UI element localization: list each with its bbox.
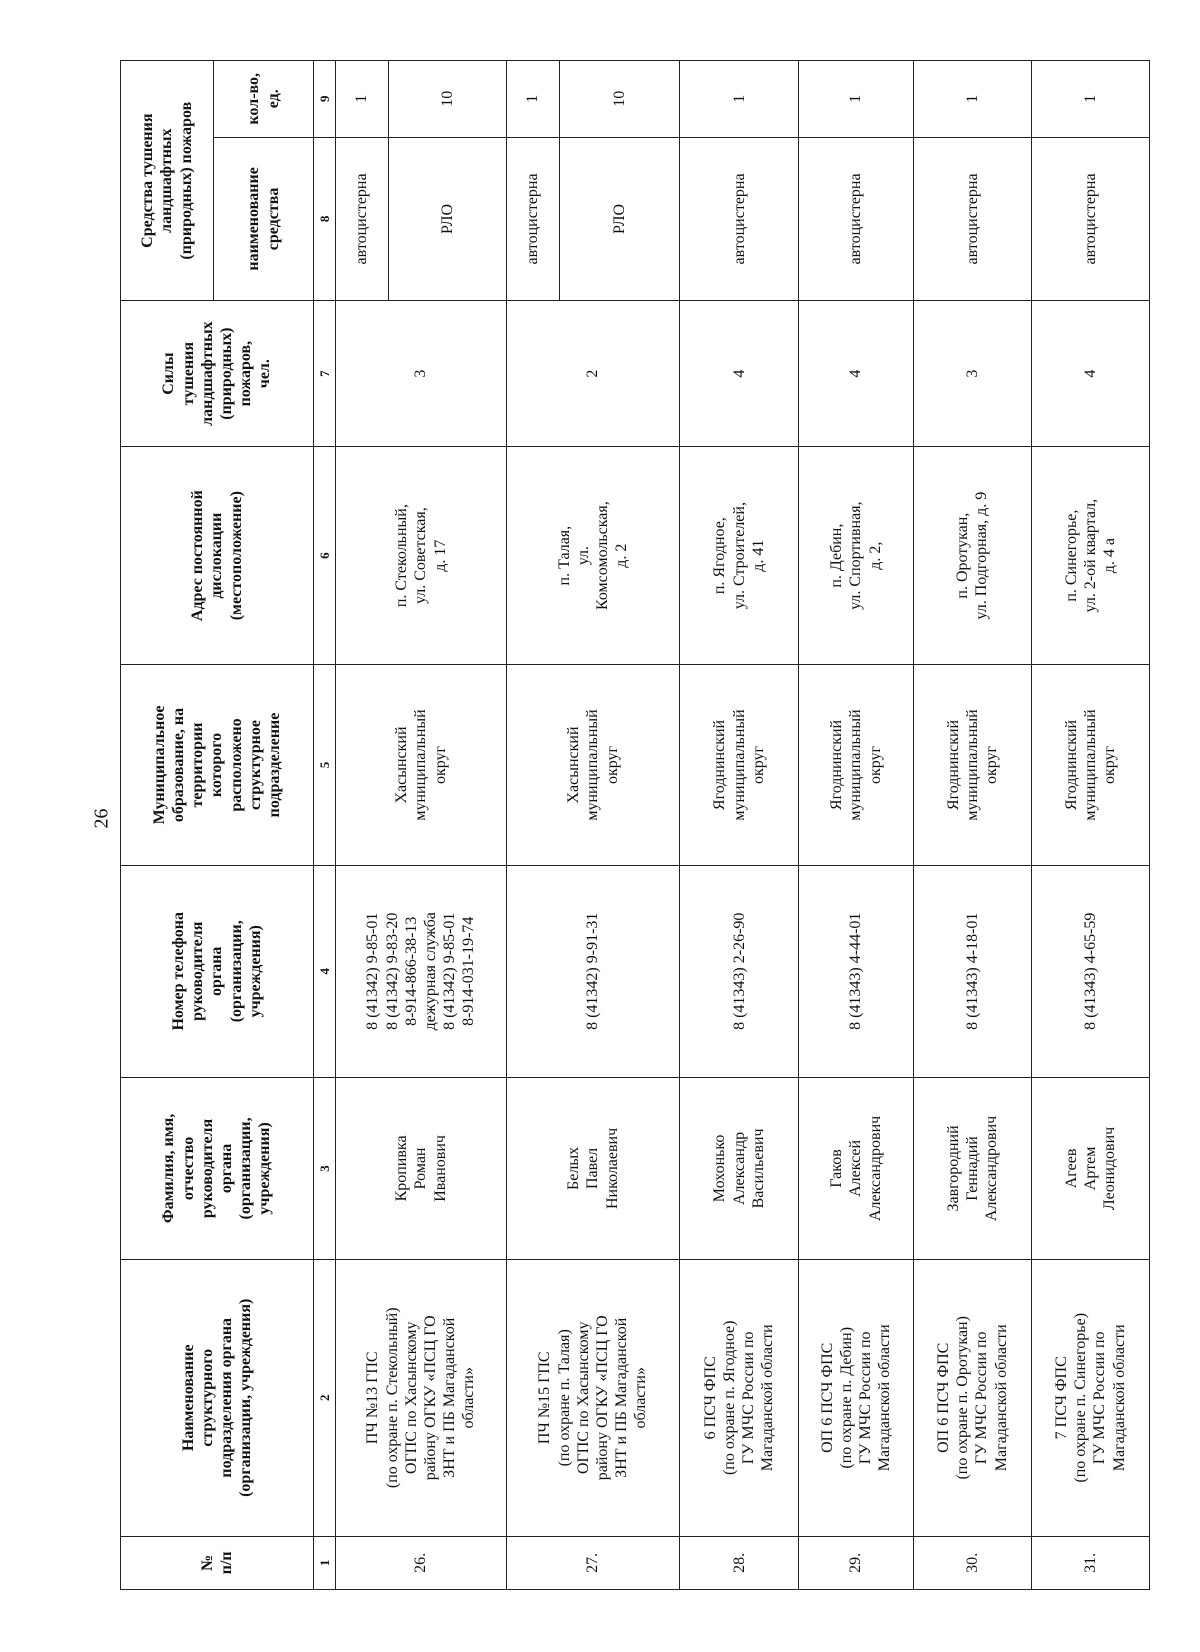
header-equipment: Средства тушения ландшафтных (природных) пожаров: [121, 61, 214, 301]
row-number: 27.: [506, 1536, 679, 1589]
address: п. Ягодное, ул. Строителей, д. 41: [680, 446, 799, 664]
unit-name: ПЧ №15 ГПС (по охране п. Талая) ОГПС по Хасынскому району ОГКУ «ПСЦ ГО ЗНТ и ПБ Магаданской области»: [506, 1259, 679, 1536]
unit-name: ОП 6 ПСЧ ФПС (по охране п. Дебин) ГУ МЧС России по Магаданской области: [799, 1259, 914, 1536]
equipment-qty: 1: [913, 61, 1031, 138]
table-row: [1031, 61, 1149, 1590]
forces: 4: [799, 301, 914, 447]
col-number: 9: [314, 61, 336, 138]
head-name: Белых Павел Николаевич: [506, 1077, 679, 1259]
forces: 3: [336, 301, 507, 447]
municipality: Ягоднинский муниципальный округ: [1031, 665, 1149, 865]
equipment-qty: 1: [506, 61, 559, 138]
equipment-qty: 1: [1031, 61, 1149, 138]
header-num: № п/п: [121, 1536, 314, 1589]
header-head: Фамилия, имя, отчество руководителя органа (организации, учреждения): [121, 1077, 314, 1259]
municipality: Ягоднинский муниципальный округ: [913, 665, 1031, 865]
row-number: 28.: [680, 1536, 799, 1589]
address: п. Стекольный, ул. Советская, д. 17: [336, 446, 507, 664]
equipment-name: РЛО: [388, 137, 506, 301]
head-name: Завгородний Геннадий Александрович: [913, 1077, 1031, 1259]
equipment-name: автоцистерна: [506, 137, 559, 301]
unit-name: 7 ПСЧ ФПС (по охране п. Синегорье) ГУ МЧС России по Магаданской области: [1031, 1259, 1149, 1536]
equipment-qty: 1: [336, 61, 389, 138]
equipment-name: автоцистерна: [336, 137, 389, 301]
unit-name: ПЧ №13 ГПС (по охране п. Стекольный) ОГПС по Хасынскому району ОГКУ «ПСЦ ГО ЗНТ и ПБ Магаданской области»: [336, 1259, 507, 1536]
forces: 4: [680, 301, 799, 447]
municipality: Хасынский муниципальный округ: [336, 665, 507, 865]
equipment-qty: 1: [799, 61, 914, 138]
header-row-1: [121, 61, 214, 1590]
table-row: [506, 61, 559, 1590]
phone: 8 (41343) 4-65-59: [1031, 865, 1149, 1077]
header-unit: Наименование структурного подразделения органа (организации, учреждения): [121, 1259, 314, 1536]
head-name: Агеев Артем Леонидович: [1031, 1077, 1149, 1259]
address: п. Синегорье, ул. 2-ой квартал, д. 4 а: [1031, 446, 1149, 664]
equipment-name: автоцистерна: [913, 137, 1031, 301]
col-number: 2: [314, 1259, 336, 1536]
head-name: Гаков Алексей Александрович: [799, 1077, 914, 1259]
row-number: 26.: [336, 1536, 507, 1589]
header-forces: Силы тушения ландшафтных (природных) пожаров, чел.: [121, 301, 314, 447]
address: п. Оротукан, ул. Подгорная, д. 9: [913, 446, 1031, 664]
col-number: 7: [314, 301, 336, 447]
forces: 2: [506, 301, 679, 447]
phone: 8 (41343) 4-18-01: [913, 865, 1031, 1077]
col-number: 6: [314, 446, 336, 664]
phone: 8 (41342) 9-91-31: [506, 865, 679, 1077]
header-municipality: Муниципальное образование, на территории которого расположено структурное подразделение: [121, 665, 314, 865]
equipment-name: автоцистерна: [1031, 137, 1149, 301]
phone: 8 (41343) 4-44-01: [799, 865, 914, 1077]
equipment-qty: 10: [388, 61, 506, 138]
rotated-table-wrapper: [120, 60, 1150, 1590]
head-name: Кропивка Роман Иванович: [336, 1077, 507, 1259]
header-phone: Номер телефона руководителя органа (организации, учреждения): [121, 865, 314, 1077]
header-equipment-qty: кол-во, ед.: [214, 61, 314, 138]
forces: 3: [913, 301, 1031, 447]
forces: 4: [1031, 301, 1149, 447]
col-number: 1: [314, 1536, 336, 1589]
municipality: Ягоднинский муниципальный округ: [799, 665, 914, 865]
equipment-name: автоцистерна: [680, 137, 799, 301]
equipment-name: автоцистерна: [799, 137, 914, 301]
col-number: 3: [314, 1077, 336, 1259]
row-number: 31.: [1031, 1536, 1149, 1589]
address: п. Дебин, ул. Спортивная, д. 2,: [799, 446, 914, 664]
table-row: [680, 61, 799, 1590]
col-number: 4: [314, 865, 336, 1077]
table-row: [799, 61, 914, 1590]
table-row: [336, 61, 389, 1590]
municipality: Хасынский муниципальный округ: [506, 665, 679, 865]
equipment-name: РЛО: [559, 137, 679, 301]
phone: 8 (41342) 9-85-01 8 (41342) 9-83-20 8-914-866-38-13 дежурная служба 8 (41342) 9-85-01 8-914-031-19-74: [336, 865, 507, 1077]
phone: 8 (41343) 2-26-90: [680, 865, 799, 1077]
column-numbers-row: [314, 61, 336, 1590]
fire-units-table: [120, 60, 1150, 1590]
unit-name: ОП 6 ПСЧ ФПС (по охране п. Оротукан) ГУ МЧС России по Магаданской области: [913, 1259, 1031, 1536]
head-name: Мохонько Александр Васильевич: [680, 1077, 799, 1259]
header-equipment-name: наименование средства: [214, 137, 314, 301]
address: п. Талая, ул. Комсомольская, д. 2: [506, 446, 679, 664]
unit-name: 6 ПСЧ ФПС (по охране п. Ягодное) ГУ МЧС России по Магаданской области: [680, 1259, 799, 1536]
col-number: 5: [314, 665, 336, 865]
col-number: 8: [314, 137, 336, 301]
row-number: 30.: [913, 1536, 1031, 1589]
table-row: [913, 61, 1031, 1590]
header-address: Адрес постоянной дислокации (местоположение): [121, 446, 314, 664]
municipality: Ягоднинский муниципальный округ: [680, 665, 799, 865]
row-number: 29.: [799, 1536, 914, 1589]
equipment-qty: 10: [559, 61, 679, 138]
equipment-qty: 1: [680, 61, 799, 138]
page-number: 26: [90, 808, 113, 829]
